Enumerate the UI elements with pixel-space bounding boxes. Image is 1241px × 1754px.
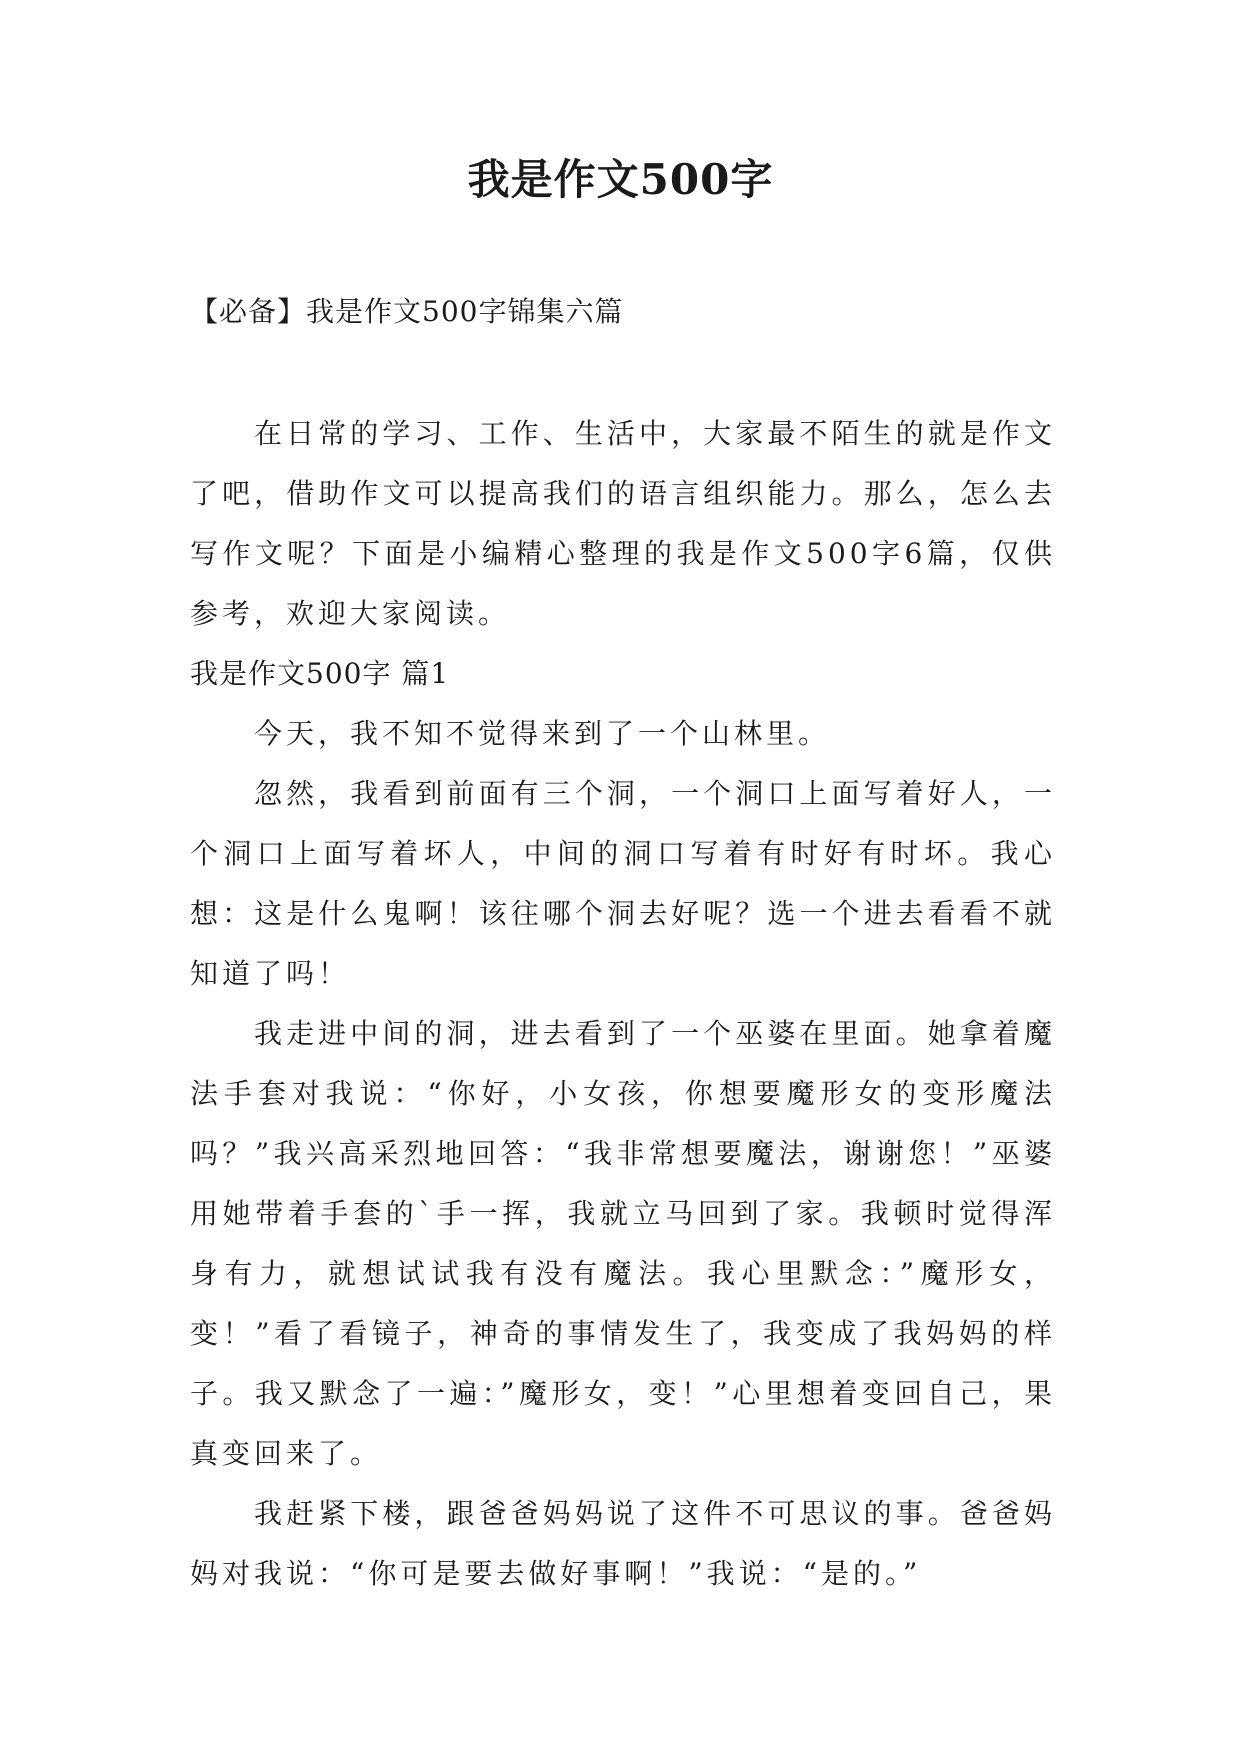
intro-paragraph: 在日常的学习、工作、生活中，大家最不陌生的就是作文了吧，借助作文可以提高我们的语言组织能力。那么，怎么去写作文呢？下面是小编精心整理的我是作文500字6篇，仅供参考，欢迎大家阅读。 [190, 417, 1056, 630]
section-heading: 我是作文500字 篇1 [190, 657, 450, 690]
body-paragraph: 忽然，我看到前面有三个洞，一个洞口上面写着好人，一个洞口上面写着坏人，中间的洞口写着有时好有时坏。我心想：这是什么鬼啊！该往哪个洞去好呢？选一个进去看看不就知道了吗！ [190, 777, 1056, 990]
document-title: 我是作文500字 [467, 155, 774, 204]
document-subtitle: 【必备】我是作文500字锦集六篇 [190, 295, 624, 328]
body-paragraph: 我赶紧下楼，跟爸爸妈妈说了这件不可思议的事。爸爸妈妈对我说：“你可是要去做好事啊！”我说：“是的。” [190, 1497, 1056, 1590]
document-body [190, 404, 1056, 1604]
body-paragraph: 今天，我不知不觉得来到了一个山林里。 [254, 717, 831, 750]
body-paragraph: 我走进中间的洞，进去看到了一个巫婆在里面。她拿着魔法手套对我说：“你好，小女孩，你想要魔形女的变形魔法吗？”我兴高采烈地回答：“我非常想要魔法，谢谢您！”巫婆用她带着手套的`手一挥，我就立马回到了家。我顿时觉得浑身有力，就想试试我有没有魔法。我心里默念：”魔形女，变！”看了看镜子，神奇的事情发生了，我变成了我妈妈的样子。我又默念了一遍：”魔形女，变！”心里想着变回自己，果真变回来了。 [190, 1017, 1056, 1470]
